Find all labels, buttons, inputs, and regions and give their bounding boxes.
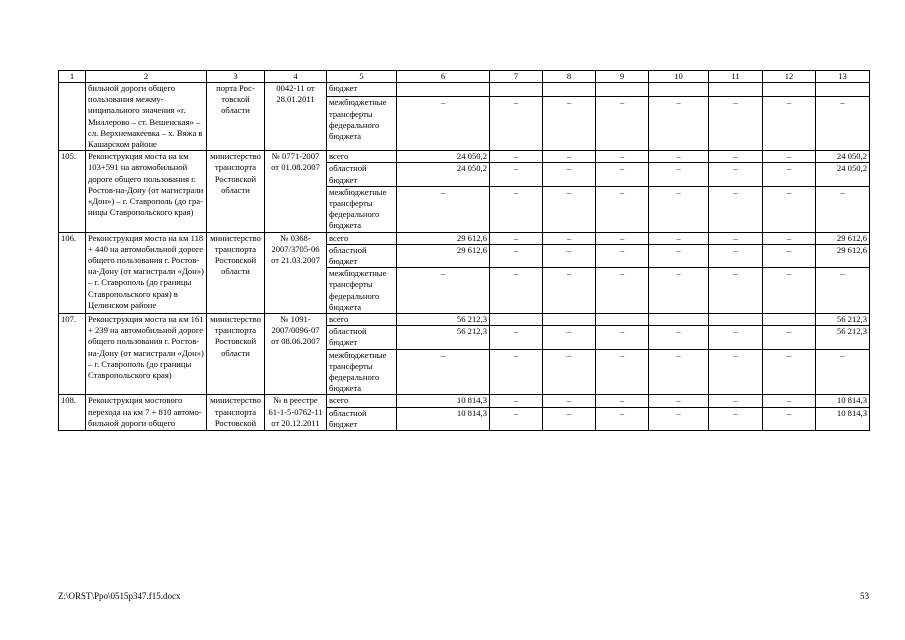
total-cell: – [816, 97, 870, 151]
dash-cell: – [490, 268, 543, 314]
value-cell: – [397, 349, 490, 395]
item-customer: министерство транспорта Ростовской области [207, 151, 265, 232]
item-customer: порта Ростовской области [207, 83, 265, 151]
table-body [59, 71, 870, 431]
item-name: Реконструкция моста на км 118 + 440 на автомобильной дороге общего пользования г. Ростов-на-Дону (от магистрали «Дон») – г. Ставрополь (до границы Ставропольского края) в Целинском районе [86, 232, 207, 313]
item-document: № 0368-2007/3705-06 от 21.03.2007 [265, 232, 327, 313]
dash-cell: – [596, 163, 649, 186]
item-number [59, 83, 86, 151]
dash-cell: – [763, 232, 816, 244]
dash-cell: – [490, 151, 543, 163]
item-document: № 0771-2007 от 01.08.2007 [265, 151, 327, 232]
column-header: 10 [649, 71, 709, 83]
dash-cell: – [490, 395, 543, 407]
dash-cell: – [709, 268, 763, 314]
dash-cell: – [596, 244, 649, 267]
dash-cell: – [649, 349, 709, 395]
column-header: 1 [59, 71, 86, 83]
item-document: 0042-11 от 28.01.2011 [265, 83, 327, 151]
dash-cell: – [596, 395, 649, 407]
funding-source: бюджет [327, 83, 397, 97]
total-cell: 10 814,3 [816, 407, 870, 430]
item-document: № 1091-2007/0096-07 от 08.06.2007 [265, 314, 327, 395]
dash-cell: – [763, 244, 816, 267]
value-cell: 24 050,2 [397, 151, 490, 163]
dash-cell [709, 314, 763, 326]
column-header: 6 [397, 71, 490, 83]
dash-cell: – [649, 186, 709, 232]
value-cell: – [397, 97, 490, 151]
dash-cell: – [709, 244, 763, 267]
dash-cell [596, 83, 649, 97]
dash-cell: – [596, 186, 649, 232]
dash-cell: – [490, 326, 543, 349]
dash-cell: – [649, 326, 709, 349]
column-header: 11 [709, 71, 763, 83]
column-header: 12 [763, 71, 816, 83]
value-cell: 29 612,6 [397, 244, 490, 267]
item-customer: министерство транспорта Ростовской [207, 395, 265, 431]
total-cell [816, 83, 870, 97]
dash-cell: – [763, 163, 816, 186]
dash-cell: – [649, 395, 709, 407]
dash-cell: – [763, 151, 816, 163]
total-cell: 29 612,6 [816, 232, 870, 244]
dash-cell [490, 314, 543, 326]
column-header: 2 [86, 71, 207, 83]
dash-cell: – [649, 97, 709, 151]
column-header: 8 [543, 71, 596, 83]
funding-source: межбюджетные трансферты федерального бюджета [327, 349, 397, 395]
funding-source: межбюджетные трансферты федерального бюджета [327, 97, 397, 151]
dash-cell: – [543, 163, 596, 186]
funding-source: областной бюджет [327, 326, 397, 349]
table-row [59, 232, 870, 244]
dash-cell: – [709, 186, 763, 232]
dash-cell [763, 83, 816, 97]
dash-cell [649, 314, 709, 326]
dash-cell [490, 83, 543, 97]
dash-cell: – [763, 349, 816, 395]
dash-cell: – [649, 163, 709, 186]
column-header: 13 [816, 71, 870, 83]
dash-cell: – [649, 268, 709, 314]
total-cell: 56 212,3 [816, 326, 870, 349]
dash-cell: – [763, 97, 816, 151]
dash-cell: – [490, 407, 543, 430]
dash-cell: – [543, 244, 596, 267]
dash-cell: – [596, 407, 649, 430]
table-row [59, 314, 870, 326]
total-cell: 29 612,6 [816, 244, 870, 267]
funding-source: межбюджетные трансферты федерального бюджета [327, 268, 397, 314]
table-row [59, 395, 870, 407]
dash-cell: – [709, 151, 763, 163]
dash-cell: – [543, 395, 596, 407]
dash-cell: – [763, 268, 816, 314]
total-cell: 56 212,3 [816, 314, 870, 326]
item-number: 107. [59, 314, 86, 395]
dash-cell: – [709, 349, 763, 395]
value-cell: 24 050,2 [397, 163, 490, 186]
total-cell: – [816, 349, 870, 395]
header-row [59, 71, 870, 83]
column-header: 3 [207, 71, 265, 83]
table-row [59, 151, 870, 163]
total-cell: – [816, 268, 870, 314]
dash-cell: – [763, 395, 816, 407]
dash-cell: – [649, 244, 709, 267]
table-row [59, 83, 870, 97]
dash-cell: – [596, 151, 649, 163]
dash-cell: – [763, 326, 816, 349]
dash-cell [763, 314, 816, 326]
funding-source: областной бюджет [327, 407, 397, 430]
dash-cell: – [596, 97, 649, 151]
value-cell: 56 212,3 [397, 326, 490, 349]
funding-source: областной бюджет [327, 163, 397, 186]
dash-cell: – [709, 232, 763, 244]
item-number: 106. [59, 232, 86, 313]
value-cell: 56 212,3 [397, 314, 490, 326]
dash-cell: – [490, 244, 543, 267]
funding-source: всего [327, 314, 397, 326]
value-cell: 29 612,6 [397, 232, 490, 244]
dash-cell [543, 83, 596, 97]
item-name: бильной дороги общего пользования межмуниципального значения «г. Миллерово – ст. Вешенская» – сл. Верхнемакеевка – х. Вяжа в Кашарском районе [86, 83, 207, 151]
item-number: 105. [59, 151, 86, 232]
dash-cell: – [490, 349, 543, 395]
item-name: Реконструкция мостового перехода на км 7 + 810 автомобильной дороги общего [86, 395, 207, 431]
dash-cell: – [709, 163, 763, 186]
dash-cell: – [709, 97, 763, 151]
program-table [58, 70, 870, 431]
dash-cell: – [763, 186, 816, 232]
total-cell: 24 050,2 [816, 163, 870, 186]
value-cell [397, 83, 490, 97]
dash-cell: – [490, 97, 543, 151]
dash-cell: – [709, 407, 763, 430]
item-customer: министерство транспорта Ростовской области [207, 314, 265, 395]
item-customer: министерство транспорта Ростовской области [207, 232, 265, 313]
column-header: 7 [490, 71, 543, 83]
item-name: Реконструкция моста на км 103+591 на автомобильной дороге общего пользования г. Ростов-на-Дону (от магистрали «Дон») – г. Ставрополь (до границы Ставропольского края) [86, 151, 207, 232]
funding-source: всего [327, 151, 397, 163]
dash-cell [709, 83, 763, 97]
dash-cell: – [543, 268, 596, 314]
column-header: 5 [327, 71, 397, 83]
dash-cell [649, 83, 709, 97]
dash-cell: – [543, 232, 596, 244]
value-cell: 10 814,3 [397, 407, 490, 430]
item-number: 108. [59, 395, 86, 431]
dash-cell: – [543, 97, 596, 151]
dash-cell: – [596, 268, 649, 314]
dash-cell: – [709, 326, 763, 349]
item-name: Реконструкция моста на км 161 + 239 на автомобильной дороге общего пользования г. Ростов-на-Дону (от магистрали «Дон») – г. Ставрополь (до границы Ставропольского края) [86, 314, 207, 395]
dash-cell: – [763, 407, 816, 430]
dash-cell: – [490, 163, 543, 186]
column-header: 4 [265, 71, 327, 83]
footer-file-path: Z:\ORST\Ppo\0515p347.f15.docx [58, 591, 181, 601]
dash-cell: – [596, 232, 649, 244]
total-cell: 24 050,2 [816, 151, 870, 163]
item-document: № в реестре 61-1-5-0762-11 от 20.12.2011 [265, 395, 327, 431]
value-cell: – [397, 186, 490, 232]
value-cell: 10 814,3 [397, 395, 490, 407]
dash-cell: – [543, 407, 596, 430]
dash-cell: – [490, 232, 543, 244]
dash-cell: – [543, 151, 596, 163]
funding-source: всего [327, 232, 397, 244]
dash-cell: – [596, 326, 649, 349]
total-cell: 10 814,3 [816, 395, 870, 407]
dash-cell: – [543, 326, 596, 349]
column-header: 9 [596, 71, 649, 83]
dash-cell: – [709, 395, 763, 407]
total-cell: – [816, 186, 870, 232]
page-number: 53 [860, 591, 869, 601]
funding-source: областной бюджет [327, 244, 397, 267]
dash-cell: – [490, 186, 543, 232]
dash-cell: – [543, 186, 596, 232]
dash-cell: – [596, 349, 649, 395]
dash-cell: – [649, 407, 709, 430]
dash-cell: – [543, 349, 596, 395]
dash-cell [596, 314, 649, 326]
funding-source: межбюджетные трансферты федерального бюджета [327, 186, 397, 232]
dash-cell: – [649, 232, 709, 244]
value-cell: – [397, 268, 490, 314]
dash-cell: – [649, 151, 709, 163]
dash-cell [543, 314, 596, 326]
funding-source: всего [327, 395, 397, 407]
